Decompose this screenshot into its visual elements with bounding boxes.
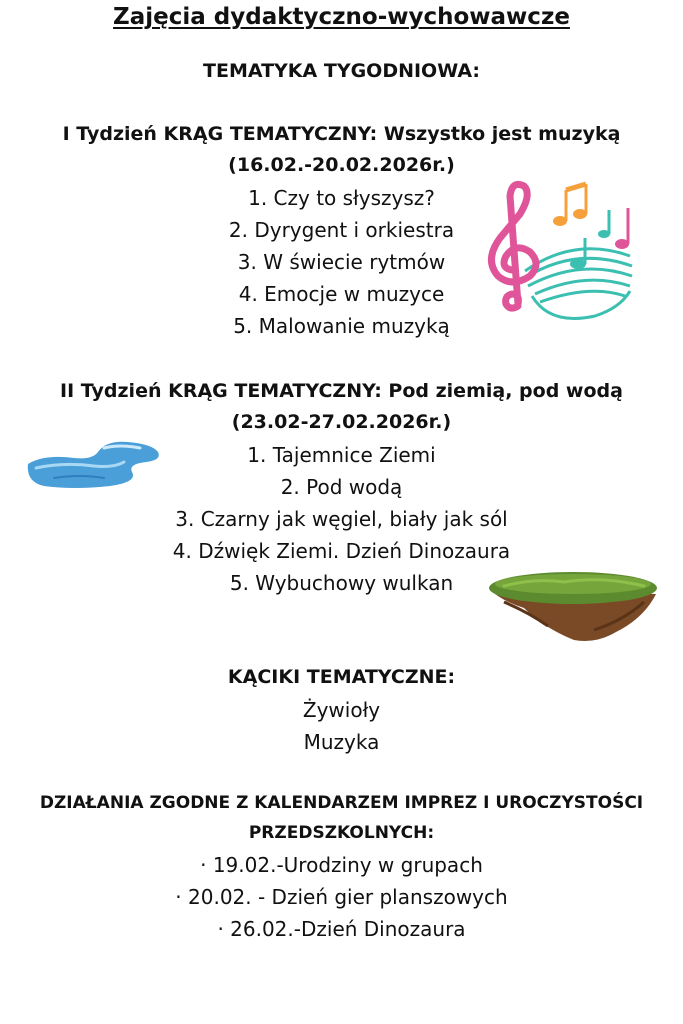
earth-island-icon xyxy=(484,568,662,646)
week-1-item: 1. Czy to słyszysz? xyxy=(248,186,435,210)
events-item: · 26.02.-Dzień Dinozaura xyxy=(217,917,466,941)
week-2-item: 1. Tajemnice Ziemi xyxy=(247,443,436,467)
water-puddle-icon xyxy=(24,432,164,492)
week-2-item: 5. Wybuchowy wulkan xyxy=(229,571,454,595)
week-2-item: 3. Czarny jak węgiel, biały jak sól xyxy=(175,507,508,531)
music-notes-icon xyxy=(480,176,640,326)
week-1-item: 5. Malowanie muzyką xyxy=(233,314,450,338)
week-1-item: 3. W świecie rytmów xyxy=(237,250,446,274)
events-item: · 20.02. - Dzień gier planszowych xyxy=(175,885,508,909)
events-heading-line-2: PRZEDSZKOLNYCH: xyxy=(248,823,435,843)
page-title: Zajęcia dydaktyczno-wychowawcze xyxy=(113,4,570,30)
week-1-item: 2. Dyrygent i orkiestra xyxy=(228,218,455,242)
week-1-item: 4. Emocje w muzyce xyxy=(238,282,445,306)
corners-item: Żywioły xyxy=(302,698,381,722)
week-1-heading: I Tydzień KRĄG TEMATYCZNY: Wszystko jest muzyką xyxy=(62,123,621,145)
week-1-dates: (16.02.-20.02.2026r.) xyxy=(228,154,455,176)
page-subtitle: TEMATYKA TYGODNIOWA: xyxy=(203,60,480,82)
corners-item: Muzyka xyxy=(303,730,380,754)
week-2-dates: (23.02-27.02.2026r.) xyxy=(231,411,452,433)
events-heading-line-1: DZIAŁANIA ZGODNE Z KALENDARZEM IMPREZ I UROCZYSTOŚCI xyxy=(39,793,644,813)
events-item: · 19.02.-Urodziny w grupach xyxy=(200,853,483,877)
week-2-item: 2. Pod wodą xyxy=(280,475,403,499)
week-2-item: 4. Dźwięk Ziemi. Dzień Dinozaura xyxy=(172,539,511,563)
week-2-heading: II Tydzień KRĄG TEMATYCZNY: Pod ziemią, pod wodą xyxy=(60,380,623,402)
corners-heading: KĄCIKI TEMATYCZNE: xyxy=(227,666,456,688)
